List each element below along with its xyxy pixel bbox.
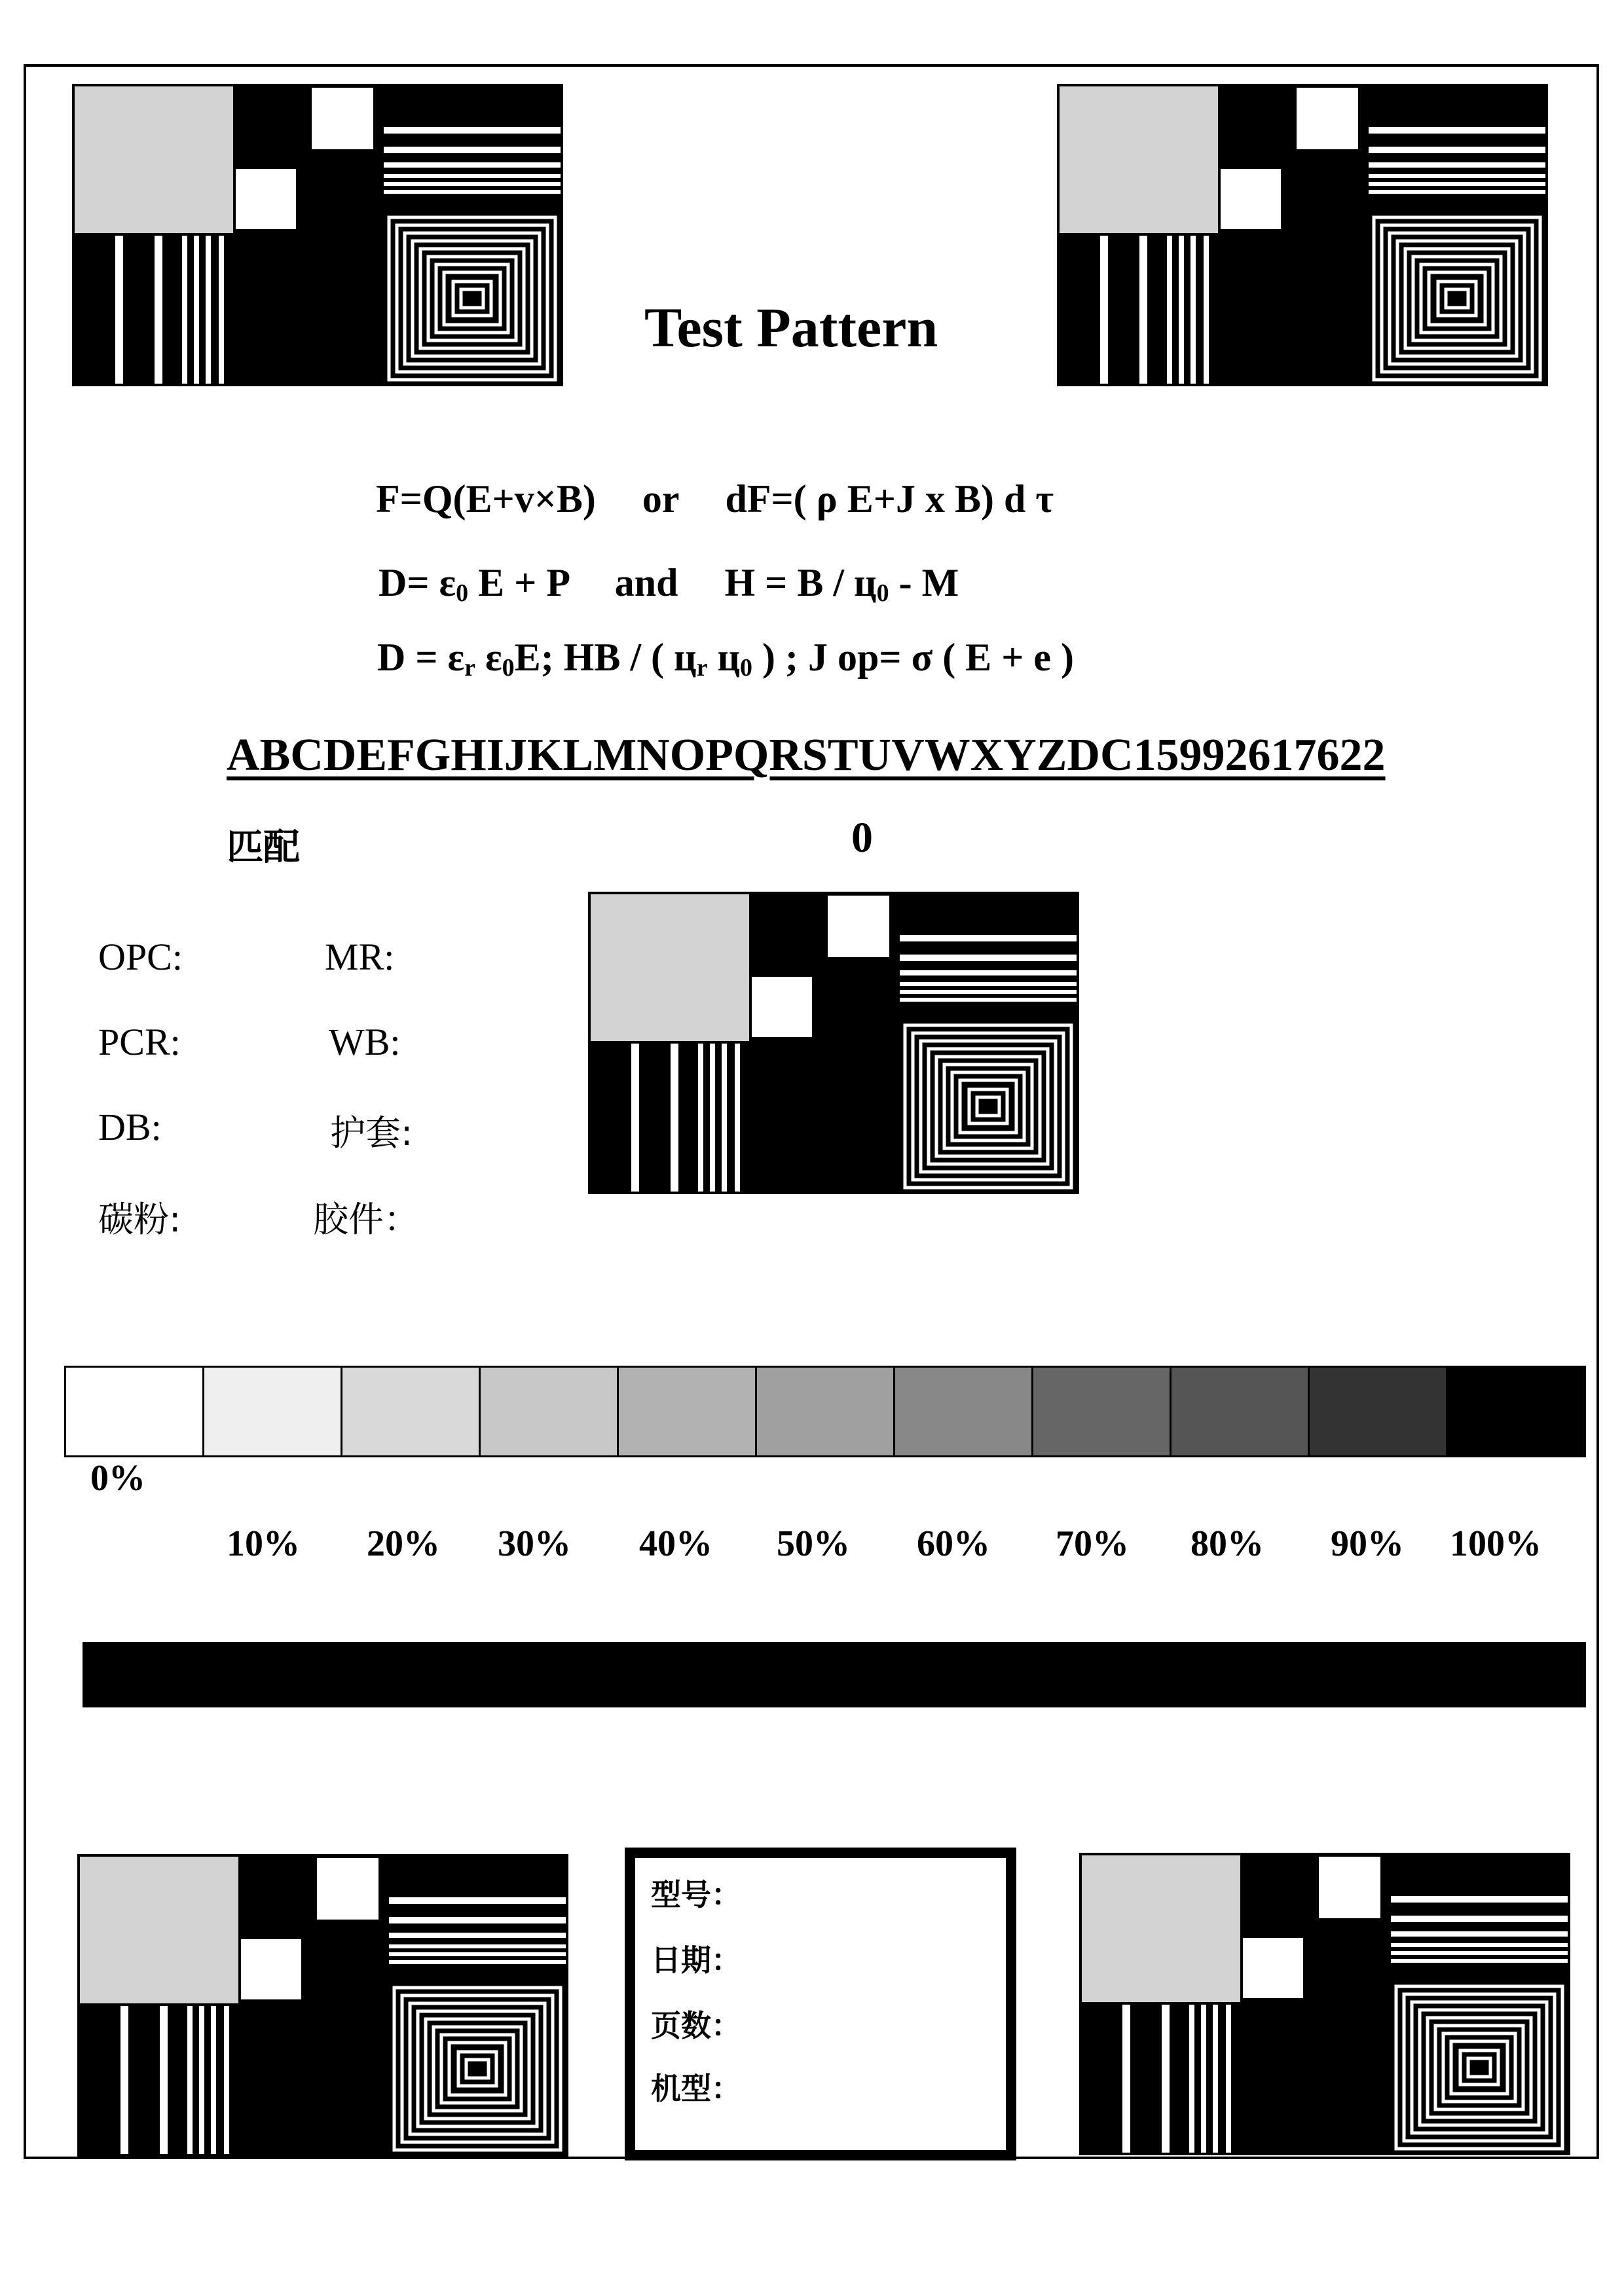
formula-3-c-sub: r <box>696 654 708 682</box>
gray-swatch-5 <box>757 1368 895 1455</box>
info-date: 日期： <box>651 1942 741 1978</box>
formula-2-b: E + P <box>478 561 568 604</box>
gray-swatch-8 <box>1172 1368 1310 1455</box>
gray-label-60: 60% <box>917 1523 990 1564</box>
formula-2-a-sub: 0 <box>456 579 469 607</box>
field-toner: 碳粉: <box>98 1199 181 1240</box>
gray-swatch-10 <box>1448 1368 1584 1455</box>
field-pcr: PCR: <box>98 1021 181 1063</box>
formula-3-d-sub: 0 <box>740 654 753 682</box>
formula-3-e: ) ; J op= σ ( E + e ) <box>762 636 1075 679</box>
formula-line-3 <box>377 635 1074 682</box>
gray-label-20: 20% <box>367 1523 440 1564</box>
field-sleeve: 护套: <box>330 1112 413 1154</box>
gray-label-90: 90% <box>1331 1523 1404 1564</box>
gray-label-30: 30% <box>498 1523 571 1564</box>
field-wb: WB: <box>329 1021 401 1063</box>
test-pattern-top-right <box>1057 84 1548 386</box>
field-mr: MR: <box>325 936 395 978</box>
gray-swatch-9 <box>1310 1368 1448 1455</box>
formula-3-d: ц <box>717 636 741 679</box>
test-pattern-bottom-left <box>77 1854 568 2157</box>
field-rubber: 胶件： <box>313 1199 419 1240</box>
info-box <box>625 1848 1016 2160</box>
gray-label-10: 10% <box>227 1523 300 1564</box>
gray-swatch-0 <box>66 1368 204 1455</box>
formula-1-mid: or <box>642 477 679 520</box>
info-model: 型号： <box>651 1877 741 1912</box>
gray-swatch-1 <box>204 1368 342 1455</box>
formula-3-b: ε <box>485 636 502 679</box>
formula-2-a: D= ε <box>378 561 456 604</box>
formula-2-mid: and <box>614 561 678 604</box>
solid-black-bar <box>83 1642 1586 1707</box>
gray-label-70: 70% <box>1056 1523 1129 1564</box>
formula-1-left: F=Q(E+v×B) <box>376 477 596 520</box>
gray-label-40: 40% <box>639 1523 712 1564</box>
formula-2-c-sub: 0 <box>876 579 889 607</box>
formula-1-right: dF=( ρ E+J x B) d τ <box>725 477 1054 520</box>
info-pages: 页数： <box>651 2008 741 2043</box>
gray-label-80: 80% <box>1190 1523 1264 1564</box>
test-pattern-center <box>588 892 1079 1194</box>
test-pattern-top-left <box>72 84 563 386</box>
info-machine: 机型： <box>651 2071 741 2106</box>
match-value: 0 <box>851 814 873 862</box>
gray-swatch-7 <box>1033 1368 1172 1455</box>
gray-label-0: 0% <box>90 1458 145 1499</box>
field-db: DB: <box>98 1106 162 1148</box>
gray-label-50: 50% <box>777 1523 850 1564</box>
test-pattern-bottom-right <box>1079 1853 1570 2155</box>
page-title: Test Pattern <box>644 296 938 359</box>
alphabet-line: ABCDEFGHIJKLMNOPQRSTUVWXYZDC15992617622 <box>227 730 1386 780</box>
formula-2-c: H = B / ц <box>724 561 877 604</box>
gray-swatch-6 <box>895 1368 1033 1455</box>
grayscale-strip <box>64 1366 1586 1457</box>
formula-3-b-sub: 0 <box>502 654 515 682</box>
formula-3-a: D = ε <box>377 636 465 679</box>
gray-swatch-2 <box>342 1368 481 1455</box>
formula-3-c: E; HB / ( ц <box>514 636 697 679</box>
formula-line-1 <box>376 477 1054 522</box>
gray-swatch-4 <box>619 1368 757 1455</box>
formula-line-2 <box>378 560 959 608</box>
match-label: 匹配 <box>227 826 300 869</box>
formula-3-a-sub: r <box>464 654 476 682</box>
field-opc: OPC: <box>98 936 183 978</box>
formula-2-d: - M <box>898 561 959 604</box>
gray-swatch-3 <box>481 1368 619 1455</box>
gray-label-100: 100% <box>1450 1523 1541 1564</box>
